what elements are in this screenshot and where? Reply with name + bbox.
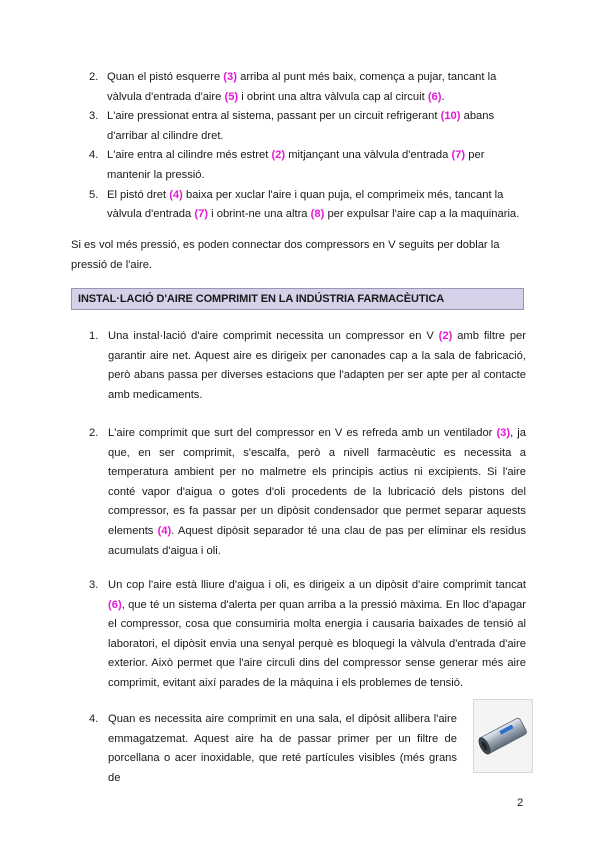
list-item — [71, 107, 531, 146]
page-number: 2 — [517, 797, 524, 809]
text-run: mitjançant una vàlvula d'entrada — [285, 149, 452, 162]
reference-number: (5) — [224, 90, 239, 103]
reference-number: (7) — [451, 149, 466, 162]
list-number: 2. — [89, 71, 99, 83]
body-paragraph: Si es vol més pressió, es poden connectar dos compressors en V seguits per doblar la pressió de l'aire. — [71, 239, 500, 271]
text-run: L'aire entra al cilindre més estret — [107, 149, 272, 162]
list-item — [71, 68, 531, 107]
section-item-2 — [89, 424, 526, 561]
text-run: i obrint una altra vàlvula cap al circuit — [238, 90, 428, 103]
text-run: Quan es necessita aire comprimit en una sala, el dipòsit allibera l'aire emmagatzemat. Aquest aire ha de passar primer per un filtre de porcellana o acer inoxidable, que reté partícules visibles (més grans de — [108, 713, 457, 784]
text-run: arriba al punt més baix, comença a pujar, tancant la vàlvula d'entrada d'aire — [107, 71, 497, 103]
list-number: 1. — [89, 330, 99, 342]
list-item — [71, 186, 531, 225]
text-run: baixa per xuclar l'aire i quan puja, el comprimeix més, tancant la vàlvula d'entrada — [107, 188, 504, 221]
text-run: , ja que, en ser comprimit, s'escalfa, però a nivell farmacèutic es necessita a temperatura ambient per no malmetre els principis actius ni excipients. Si l'aire conté vapor d'aigua o gotes d'oli procedents de la lubricació dels pistons del compressor, es fa passar per un dipòsit condensador que permet separar aquests elements — [108, 427, 526, 537]
reference-number: (4) — [157, 524, 172, 537]
reference-number: (2) — [271, 149, 286, 162]
reference-number: (2) — [438, 330, 453, 342]
filter-tube-icon — [474, 700, 532, 772]
text-run: L'aire comprimit que surt del compressor en V es refreda amb un ventilador — [108, 427, 497, 439]
text-run: . — [441, 90, 445, 103]
text-run: , que té un sistema d'alerta per quan arriba a la pressió màxima. En lloc d'apagar el compressor, cosa que consumiria molta energia i causaria baixades de tensió al laboratori, el dipòsit envia una senyal perquè es bloquegi la vàlvula d'entrada d'aire exterior. Això permet que l'aire circuli dins del compressor sense generar més aire comprimit, evitant així parades de la màquina i els problemes de tensió. — [108, 598, 526, 689]
text-run: Un cop l'aire està lliure d'aigua i oli, es dirigeix a un dipòsit d'aire comprimit tancat — [108, 579, 526, 591]
text-run: amb filtre per garantir aire net. Aquest aire es dirigeix per canonades cap a la sala de fabricació, però abans passa per diverses estacions que l'adapten per ser apte per al contacte amb medicaments. — [108, 330, 526, 401]
text-run: per expulsar l'aire cap a la maquinaria. — [324, 208, 520, 221]
list-number: 3. — [89, 579, 99, 591]
list-item — [71, 146, 531, 185]
reference-number: (3) — [223, 71, 237, 83]
reference-number: (6) — [108, 598, 122, 611]
section-item-3 — [89, 576, 526, 694]
top-list — [71, 68, 531, 225]
reference-number: (3) — [496, 427, 511, 439]
list-number: 3. — [89, 110, 99, 123]
text-run: . Aquest dipòsit separador té una clau de pas per eliminar els residus acumulats d'aigua i oli. — [108, 524, 526, 557]
text-run: per mantenir la pressió. — [107, 149, 485, 181]
filter-photo — [473, 699, 533, 773]
list-number: 2. — [89, 427, 99, 439]
text-run: Quan el pistó esquerre — [107, 71, 224, 83]
text-run: El pistó dret — [107, 188, 170, 201]
section-heading — [71, 288, 524, 310]
text-run: Una instal·lació d'aire comprimit necessita un compressor en V — [108, 330, 439, 342]
reference-number: (4) — [169, 188, 183, 201]
list-number: 4. — [89, 713, 99, 725]
reference-number: (6) — [427, 90, 442, 103]
section-item-1 — [89, 327, 526, 405]
list-number: 4. — [89, 149, 99, 162]
reference-number: (10) — [440, 110, 461, 123]
reference-number: (8) — [310, 208, 325, 221]
text-run: abans d'arribar al cilindre dret. — [107, 110, 495, 142]
list-number: 5. — [89, 188, 99, 201]
text-run: i obrint-ne una altra — [208, 208, 311, 221]
text-run: L'aire pressionat entra al sistema, passant per un circuit refrigerant — [107, 110, 441, 123]
section-heading-text: INSTAL·LACIÓ D'AIRE COMPRIMIT EN LA INDÚSTRIA FARMACÈUTICA — [78, 293, 445, 305]
reference-number: (7) — [194, 208, 209, 221]
section-item-4 — [89, 710, 457, 788]
